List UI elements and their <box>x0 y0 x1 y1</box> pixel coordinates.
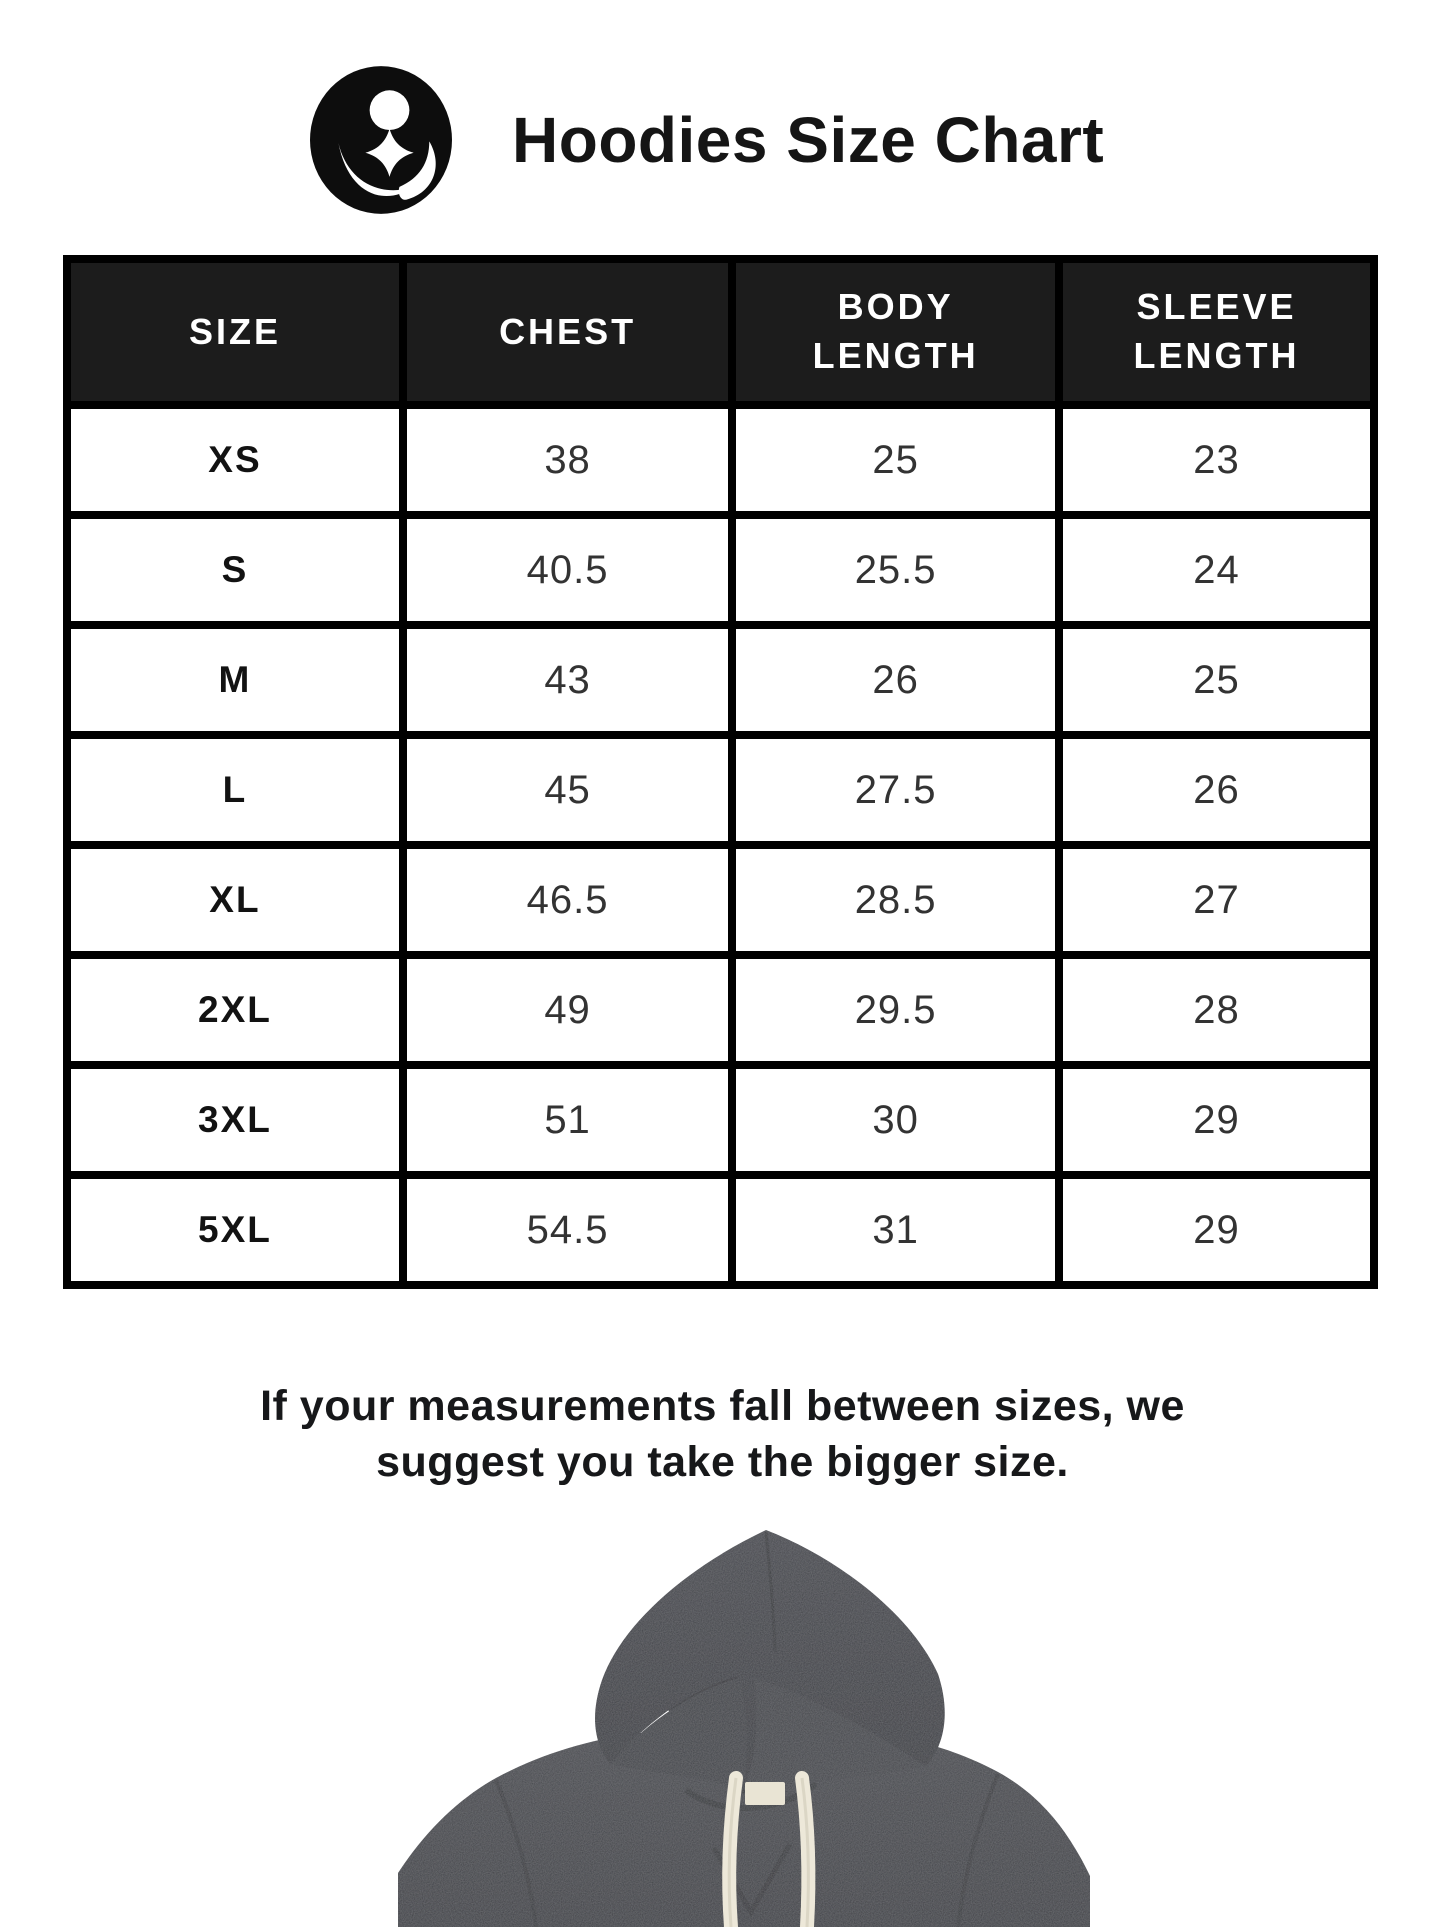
sleeve-length-cell: 27 <box>1059 845 1374 955</box>
page-title: Hoodies Size Chart <box>512 104 1105 176</box>
fit-note-line2: suggest you take the bigger size. <box>376 1438 1069 1486</box>
body-length-cell: 30 <box>732 1065 1059 1175</box>
size-cell: XL <box>67 845 403 955</box>
sleeve-length-cell: 29 <box>1059 1175 1374 1285</box>
table-row-5xl <box>67 1175 1374 1285</box>
sleeve-length-cell: 23 <box>1059 405 1374 515</box>
table-row-l <box>67 735 1374 845</box>
chest-cell: 43 <box>403 625 732 735</box>
size-cell: M <box>67 625 403 735</box>
sleeve-length-cell: 29 <box>1059 1065 1374 1175</box>
hoodie-neck-label <box>745 1782 785 1805</box>
size-cell: S <box>67 515 403 625</box>
size-chart-table-container <box>63 255 1378 1289</box>
size-cell: 2XL <box>67 955 403 1065</box>
fit-note-line1: If your measurements fall between sizes, we <box>260 1382 1185 1430</box>
body-length-cell: 25 <box>732 405 1059 515</box>
header-cell-chest: CHEST <box>403 259 732 405</box>
sleeve-length-cell: 24 <box>1059 515 1374 625</box>
chest-cell: 38 <box>403 405 732 515</box>
table-row-xs <box>67 405 1374 515</box>
body-length-cell: 25.5 <box>732 515 1059 625</box>
sleeve-length-cell: 28 <box>1059 955 1374 1065</box>
size-cell: L <box>67 735 403 845</box>
sleeve-length-cell: 26 <box>1059 735 1374 845</box>
chest-cell: 40.5 <box>403 515 732 625</box>
body-length-cell: 29.5 <box>732 955 1059 1065</box>
header-cell-body-length: BODY LENGTH <box>732 259 1059 405</box>
body-length-cell: 31 <box>732 1175 1059 1285</box>
body-length-cell: 28.5 <box>732 845 1059 955</box>
table-row-3xl <box>67 1065 1374 1175</box>
size-cell: XS <box>67 405 403 515</box>
table-row-xl <box>67 845 1374 955</box>
table-row-2xl <box>67 955 1374 1065</box>
header-cell-sleeve-length: SLEEVE LENGTH <box>1059 259 1374 405</box>
header-row <box>67 259 1374 405</box>
body-length-cell: 26 <box>732 625 1059 735</box>
header-cell-size: SIZE <box>67 259 403 405</box>
chest-cell: 46.5 <box>403 845 732 955</box>
chest-cell: 54.5 <box>403 1175 732 1285</box>
fit-note <box>0 1378 1445 1490</box>
table-row-s <box>67 515 1374 625</box>
table-row-m <box>67 625 1374 735</box>
body-length-cell: 27.5 <box>732 735 1059 845</box>
size-chart-table <box>63 255 1378 1289</box>
hoodie-product-image <box>398 1528 1090 1927</box>
size-cell: 3XL <box>67 1065 403 1175</box>
size-cell: 5XL <box>67 1175 403 1285</box>
sleeve-length-cell: 25 <box>1059 625 1374 735</box>
brand-header <box>310 66 1104 214</box>
chest-cell: 49 <box>403 955 732 1065</box>
chest-cell: 45 <box>403 735 732 845</box>
chest-cell: 51 <box>403 1065 732 1175</box>
person-holding-star-logo-icon <box>310 66 452 214</box>
